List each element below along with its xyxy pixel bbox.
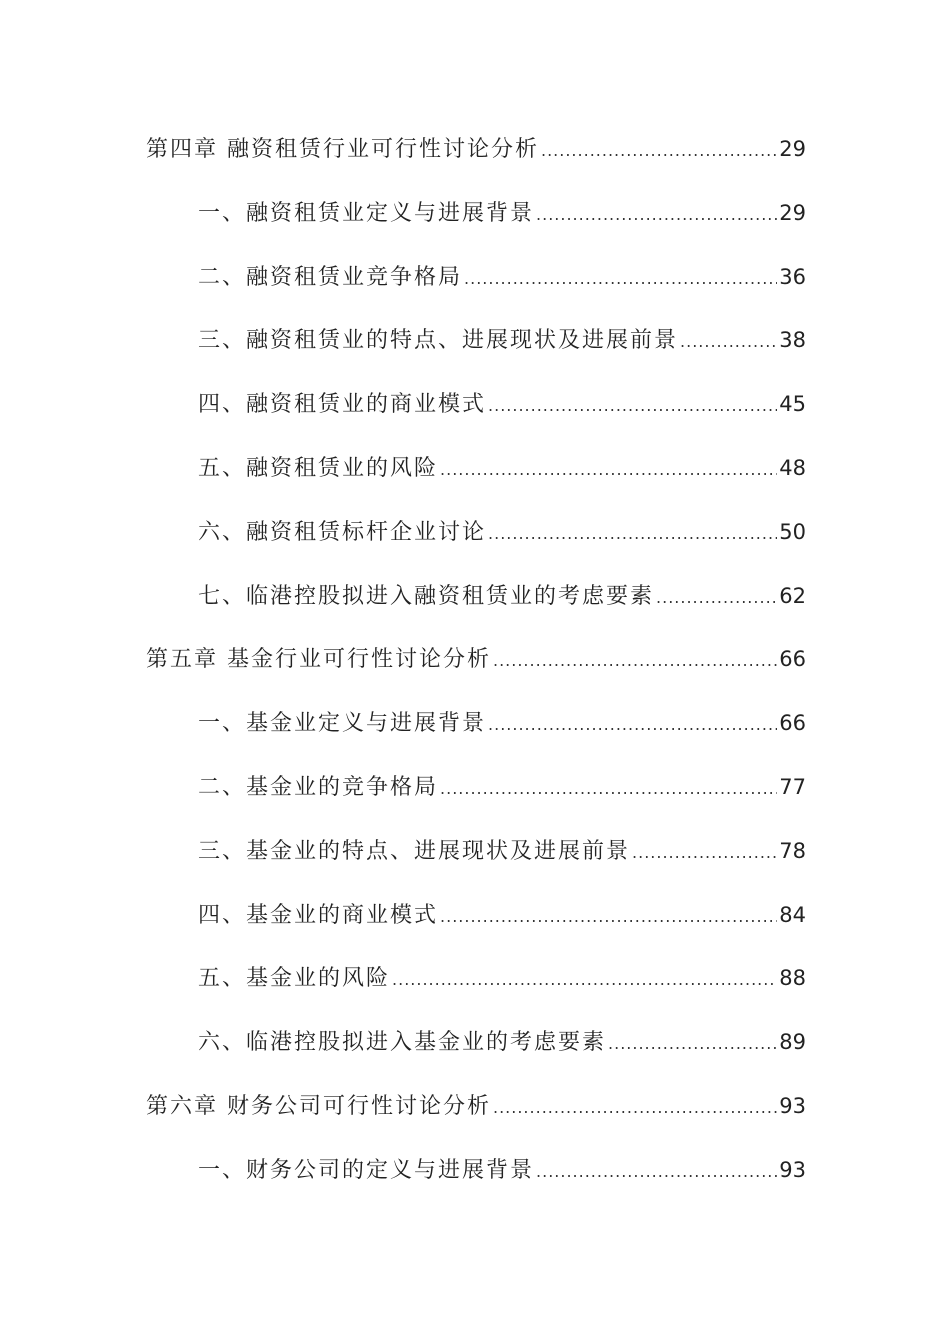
toc-page-number: 29 — [779, 200, 806, 225]
toc-section[interactable] — [146, 437, 806, 501]
dot-leader — [541, 119, 777, 183]
dot-leader — [680, 310, 777, 374]
toc-section[interactable] — [146, 246, 806, 310]
toc-page-number: 66 — [779, 711, 806, 736]
dot-leader — [488, 374, 777, 438]
toc-chapter-6[interactable] — [146, 1075, 806, 1139]
toc-entry-label: 二、基金业的竞争格局 — [198, 774, 439, 800]
dot-leader — [392, 948, 777, 1012]
toc-section[interactable] — [146, 756, 806, 820]
dot-leader — [632, 821, 777, 885]
toc-entry-label: 七、临港控股拟进入融资租赁业的考虑要素 — [198, 583, 655, 609]
toc-section[interactable] — [146, 692, 806, 756]
toc-entry-label: 第六章 财务公司可行性讨论分析 — [146, 1093, 491, 1119]
toc-entry-label: 五、基金业的风险 — [198, 966, 391, 992]
toc-section[interactable] — [146, 501, 806, 565]
toc-entry-label: 四、基金业的商业模式 — [198, 902, 439, 928]
toc-entry-label: 一、基金业定义与进展背景 — [198, 711, 487, 737]
toc-entry-label: 一、融资租赁业定义与进展背景 — [198, 200, 535, 226]
toc-page-number: 88 — [779, 966, 806, 991]
toc-page-number: 36 — [779, 264, 806, 289]
toc-entry-label: 三、融资租赁业的特点、进展现状及进展前景 — [198, 328, 679, 354]
toc-page-number: 50 — [779, 519, 806, 544]
dot-leader — [440, 885, 777, 949]
toc-section[interactable] — [146, 1139, 806, 1203]
toc-section[interactable] — [146, 1011, 806, 1075]
toc-page-number: 66 — [779, 647, 806, 672]
toc-page-number: 48 — [779, 455, 806, 480]
toc-entry-label: 一、财务公司的定义与进展背景 — [198, 1157, 535, 1183]
dot-leader — [536, 183, 777, 247]
dot-leader — [488, 502, 777, 566]
dot-leader — [493, 1076, 777, 1140]
toc-section[interactable] — [146, 565, 806, 629]
toc-section[interactable] — [146, 947, 806, 1011]
table-of-contents — [146, 118, 806, 1203]
toc-entry-label: 四、融资租赁业的商业模式 — [198, 392, 487, 418]
toc-section[interactable] — [146, 884, 806, 948]
toc-page-number: 89 — [779, 1030, 806, 1055]
toc-page-number: 93 — [779, 1093, 806, 1118]
toc-entry-label: 五、融资租赁业的风险 — [198, 455, 439, 481]
toc-page-number: 77 — [779, 774, 806, 799]
toc-chapter-5[interactable] — [146, 628, 806, 692]
toc-entry-label: 六、融资租赁标杆企业讨论 — [198, 519, 487, 545]
dot-leader — [493, 629, 777, 693]
dot-leader — [440, 438, 777, 502]
toc-page-number: 78 — [779, 838, 806, 863]
dot-leader — [608, 1012, 777, 1076]
toc-section[interactable] — [146, 373, 806, 437]
toc-section[interactable] — [146, 309, 806, 373]
toc-page-number: 84 — [779, 902, 806, 927]
toc-entry-label: 第四章 融资租赁行业可行性讨论分析 — [146, 137, 539, 162]
toc-page-number: 62 — [779, 583, 806, 608]
toc-entry-label: 二、融资租赁业竞争格局 — [198, 264, 463, 290]
dot-leader — [656, 566, 777, 630]
toc-page-number: 29 — [779, 137, 806, 161]
toc-section[interactable] — [146, 182, 806, 246]
toc-chapter-4[interactable] — [146, 118, 806, 182]
toc-page-number: 93 — [779, 1157, 806, 1182]
toc-entry-label: 六、临港控股拟进入基金业的考虑要素 — [198, 1030, 607, 1056]
toc-page-number: 38 — [779, 328, 806, 353]
dot-leader — [440, 757, 777, 821]
dot-leader — [488, 693, 777, 757]
dot-leader — [536, 1140, 777, 1204]
toc-section[interactable] — [146, 820, 806, 884]
toc-page-number: 45 — [779, 392, 806, 417]
toc-entry-label: 第五章 基金行业可行性讨论分析 — [146, 647, 491, 673]
toc-entry-label: 三、基金业的特点、进展现状及进展前景 — [198, 838, 631, 864]
dot-leader — [464, 247, 777, 311]
